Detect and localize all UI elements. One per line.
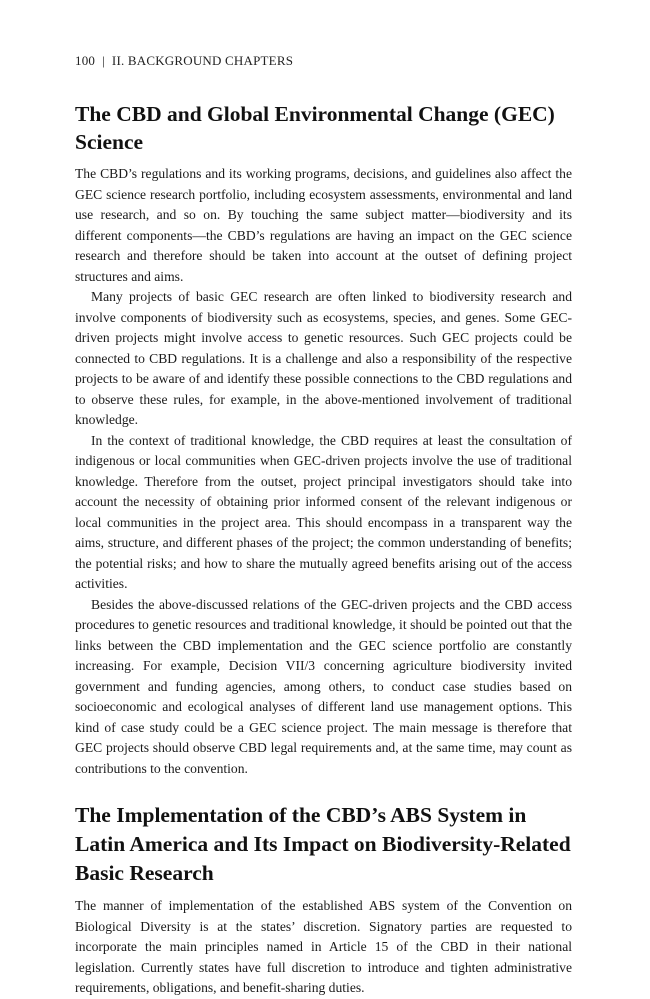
paragraph: In the context of traditional knowledge, the CBD requires at least the consultation of indigenous or local communities when GEC-driven projects involve the use of traditional knowledge. Therefore from the outset, project principal investigators should take into account the necessity of obtaining prior informed consent of the relevant indigenous or local communities in the project area. This should encompass in a transparent way the aims, structure, and different phases of the project; the common understanding of benefits; the potential risks; and how to share the mutually agreed benefits arising out of the access activities.	[75, 432, 572, 591]
paragraph: The manner of implementation of the established ABS system of the Convention on Biological Diversity is at the states’ discretion. Signatory parties are requested to incorporate the main principles named in Article 15 of the CBD in their national legislation. Currently states have full discretion to introduce and tighten administrative requirements, obligations, and benefit-sharing duties.	[75, 898, 572, 995]
page-content	[75, 100, 572, 999]
section-heading-abs-latin-america: The Implementation of the CBD’s ABS System in Latin America and Its Impact on Biodiversity-Related Basic Research	[75, 803, 571, 885]
running-head-section: II. BACKGROUND CHAPTERS	[111, 53, 294, 68]
running-head	[75, 53, 293, 69]
section-heading-cbd-gec: The CBD and Global Environmental Change (GEC) Science	[75, 102, 555, 154]
paragraph: Besides the above-discussed relations of the GEC-driven projects and the CBD access procedures to genetic resources and traditional knowledge, it should be pointed out that the links between the CBD implementation and the GEC science portfolio are constantly increasing. For example, Decision VII/3 concerning agriculture biodiversity invited government and funding agencies, among others, to conduct case studies based on socioeconomic and ecological analyses of different land use management options. This kind of case study could be a GEC science project. The main message is therefore that GEC projects should observe CBD legal requirements and, at the same time, may count as contributions to the convention.	[75, 596, 572, 776]
running-head-separator: |	[102, 53, 105, 68]
page-number: 100	[75, 53, 96, 68]
paragraph: The CBD’s regulations and its working programs, decisions, and guidelines also affect the GEC science research portfolio, including ecosystem assessments, environmental and land use research, and so on. By touching the same subject matter—biodiversity and its different components—the CBD’s regulations are having an impact on the GEC science research and therefore should be taken into account at the outset of defining project structures and aims.	[75, 166, 572, 284]
paragraph: Many projects of basic GEC research are often linked to biodiversity research and involve components of biodiversity such as ecosystems, species, and genes. Some GEC-driven projects might involve access to genetic resources. Such GEC projects could be connected to CBD regulations. It is a challenge and also a responsibility of the respective projects to be aware of and identify these possible connections to the CBD regulations and to observe these rules, for example, in the above-mentioned involvement of traditional knowledge.	[75, 289, 572, 427]
